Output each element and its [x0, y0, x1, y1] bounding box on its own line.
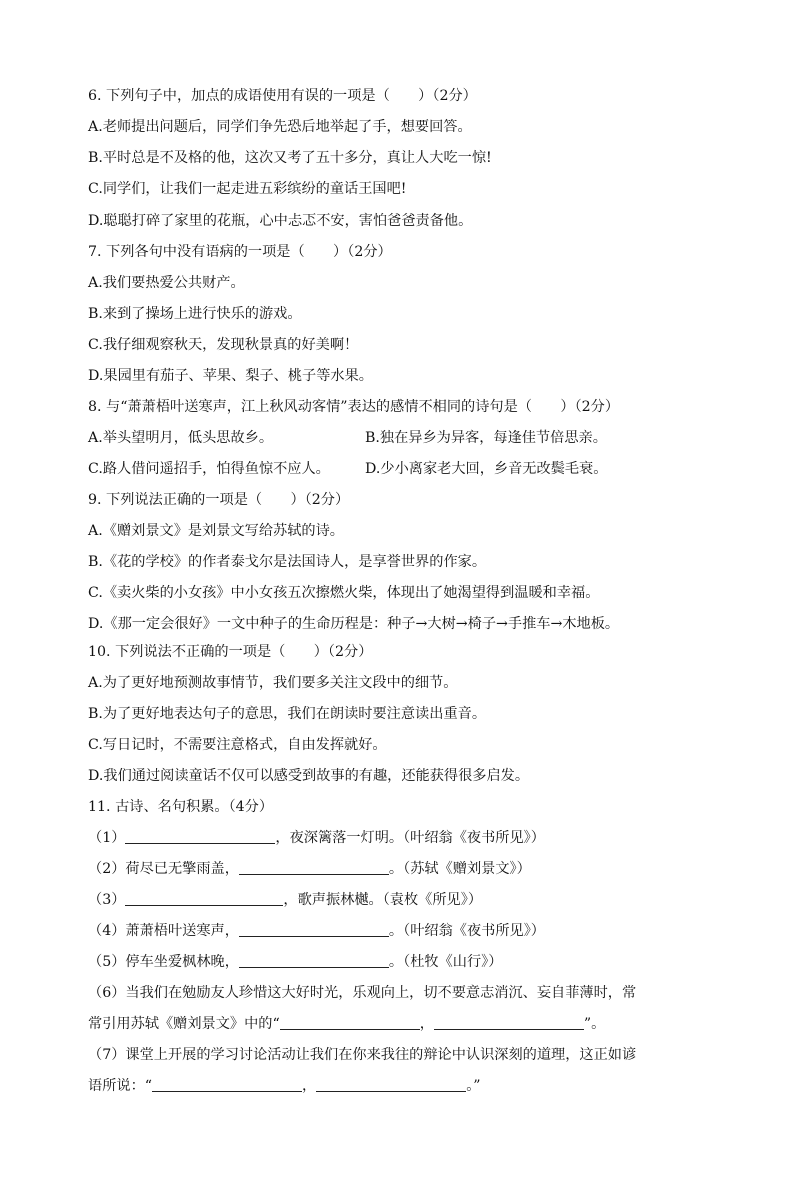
q11-item-1 — [88, 828, 545, 848]
item-text: 。（苏轼《赠刘景文》） — [388, 861, 531, 877]
item-number: （2） — [88, 861, 126, 877]
q11-item-6-line1: （6）当我们在勉励友人珍惜这大好时光，乐观向上，切不要意志消沉、妄自菲薄时，常 — [88, 985, 637, 1001]
answer-blank[interactable] — [125, 829, 275, 844]
item-text: ， — [419, 1016, 434, 1032]
item-text: ， — [302, 1078, 317, 1094]
item-text: 停车坐爱枫林晚， — [125, 954, 239, 970]
q11-item-6-line2 — [88, 1014, 605, 1034]
q11-item-4 — [88, 921, 545, 941]
q7-option-b: B.来到了操场上进行快乐的游戏。 — [88, 306, 302, 322]
answer-blank[interactable] — [316, 1077, 466, 1092]
item-text: 。（杜牧《山行》） — [388, 954, 503, 970]
q10-option-d: D.我们通过阅读童话不仅可以感受到故事的有趣，还能获得很多启发。 — [88, 768, 530, 784]
item-text: 萧萧梧叶送寒声， — [125, 923, 239, 939]
q8-option-c: C.路人借问遥招手，怕得鱼惊不应人。 — [88, 461, 330, 477]
q10-option-b: B.为了更好地表达句子的意思，我们在朗读时要注意读出重音。 — [88, 706, 487, 722]
answer-blank[interactable] — [434, 1015, 584, 1030]
q7-option-c: C.我仔细观察秋天，发现秋景真的好美啊！ — [88, 337, 359, 353]
q11-item-5 — [88, 952, 502, 972]
q7-option-d: D.果园里有茄子、苹果、梨子、桃子等水果。 — [88, 368, 373, 384]
q9-option-a: A.《赠刘景文》是刘景文写给苏轼的诗。 — [88, 523, 344, 539]
q11-item-7-line2 — [88, 1076, 481, 1096]
question-8-stem: 8. 与“萧萧梧叶送寒声，江上秋风动客情”表达的感情不相同的诗句是（ ）（2分） — [88, 399, 620, 415]
q6-option-b: B.平时总是不及格的他，这次又考了五十多分，真让人大吃一惊! — [88, 150, 492, 166]
item-text: 。（叶绍翁《夜书所见》） — [388, 923, 545, 939]
q11-item-2 — [88, 859, 531, 879]
q11-item-3 — [88, 890, 482, 910]
item-text: 荷尽已无擎雨盖， — [125, 861, 239, 877]
item-text: ，夜深篱落一灯明。（叶绍翁《夜书所见》） — [275, 830, 545, 846]
item-text: 常引用苏轼《赠刘景文》中的“ — [88, 1016, 280, 1032]
q9-option-d: D.《那一定会很好》一文中种子的生命历程是：种子→大树→椅子→手推车→木地板。 — [88, 616, 620, 632]
q8-option-b: B.独在异乡为异客，每逢佳节倍思亲。 — [365, 430, 607, 446]
item-number: （4） — [88, 923, 126, 939]
item-number: （1） — [88, 830, 126, 846]
answer-blank[interactable] — [280, 1015, 420, 1030]
answer-blank[interactable] — [239, 860, 389, 875]
question-11-stem: 11. 古诗、名句积累。（4分） — [88, 799, 274, 815]
q9-option-b: B.《花的学校》的作者泰戈尔是法国诗人，是享誉世界的作家。 — [88, 554, 487, 570]
question-6-stem: 6. 下列句子中，加点的成语使用有误的一项是（ ）（2分） — [88, 88, 477, 104]
question-10-stem: 10. 下列说法不正确的一项是（ ）（2分） — [88, 644, 373, 660]
q6-option-d: D.聪聪打碎了家里的花瓶，心中忐忑不安，害怕爸爸责备他。 — [88, 213, 473, 229]
item-number: （3） — [88, 892, 126, 908]
q6-option-a: A.老师提出问题后，同学们争先恐后地举起了手，想要回答。 — [88, 119, 472, 135]
item-text: ，歌声振林樾。（袁枚《所见》） — [283, 892, 483, 908]
q8-option-a: A.举头望明月，低头思故乡。 — [88, 430, 274, 446]
answer-blank[interactable] — [125, 891, 283, 906]
q8-option-d: D.少小离家老大回，乡音无改鬓毛衰。 — [365, 461, 608, 477]
answer-blank[interactable] — [152, 1077, 302, 1092]
q7-option-a: A.我们要热爱公共财产。 — [88, 275, 245, 291]
question-9-stem: 9. 下列说法正确的一项是（ ）（2分） — [88, 492, 350, 508]
q11-item-7-line1: （7）课堂上开展的学习讨论活动让我们在你来我往的辩论中认识深刻的道理，这正如谚 — [88, 1047, 637, 1063]
item-text: 。” — [466, 1078, 481, 1094]
q10-option-a: A.为了更好地预测故事情节，我们要多关注文段中的细节。 — [88, 675, 458, 691]
item-text: ”。 — [583, 1016, 606, 1032]
q9-option-c: C.《卖火柴的小女孩》中小女孩五次擦燃火柴，体现出了她渴望得到温暖和幸福。 — [88, 585, 600, 601]
item-number: （5） — [88, 954, 126, 970]
question-7-stem: 7. 下列各句中没有语病的一项是（ ）（2分） — [88, 244, 392, 260]
q6-option-c: C.同学们，让我们一起走进五彩缤纷的童话王国吧! — [88, 181, 407, 197]
q10-option-c: C.写日记时，不需要注意格式，自由发挥就好。 — [88, 737, 387, 753]
answer-blank[interactable] — [239, 953, 389, 968]
item-text: 语所说：“ — [88, 1078, 153, 1094]
answer-blank[interactable] — [239, 922, 389, 937]
